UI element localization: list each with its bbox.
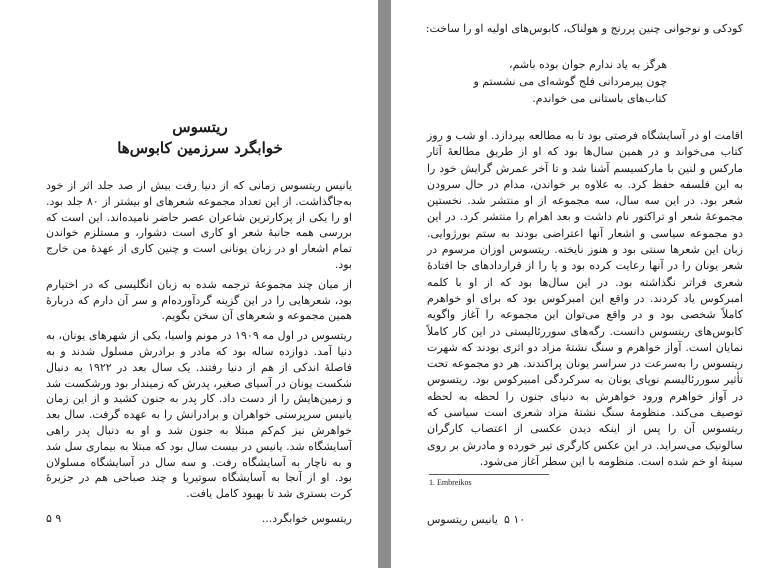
intro-line: کودکی و نوجوانی چنین پررنج و هولناک، کابوس‌های اولیه او را ساخت: [425,22,743,35]
right-page-footer [427,513,743,526]
right-body-text [427,128,743,470]
paragraph: یانیس ریتسوس زمانی که از دنیا رفت بیش از صد جلد اثر از خود به‌جاگذاشت. از این تعداد مجموعه شعرهای او بیشتر از ۸۰ جلد بود. او را یکی از پرکارترین شاعران عصر حاضر نامیده‌اند. این است که بررسی همه جانبهٔ شعر او کاری است دشوار، و مستلزم خواندن تمام اشعار او در زبان یونانی است و چنین کاری از عهدهٔ من خارج بود. [46,179,352,271]
paragraph: اقامت او در آسایشگاه فرصتی بود تا به مطالعه بپردازد. او شب و روز کتاب می‌خواند و در همین سال‌ها بود که او از طریق مطالعهٔ آثار مارکس و لنین با مارکسیسم آشنا شد و تا آخر عمرش گرایش خود را به این فلسفه حفظ کرد. به علاوه بر خواندن، مدام در حال سرودن شعر بود. در این سه سال، سه مجموعه از او منتشر شد. نخستین مجموعهٔ شعر او تراکتور نام داشت و بعد اهرام را منتشر کرد. در این دو مجموعه سیاسی و اشعار آنها اعتراضی بودند به ستم بورژوایی. زبان این شعرها سنتی بود و هنوز نایخته. ریتسوس اوزان مرسوم در شعر یونان را در آنها رعایت کرده بود و پا را از قراردادهای جا افتادهٔ شعری فراتر نگذاشته بود. در این سال‌ها بود که از او با کلمه امبرکوس یاد کردند. در واقع این امبرکوس بود که برای او خواهرم کاملاً شخصی بود و در واقع می‌توان این مجموعه را آغاز واگویه کابوس‌های ریتسوس دانست. رگه‌های سوررئالیستی در این کار کاملاً نمایان است. آواز خواهرم و سنگ نشتهٔ مزاد دو اثری بودند که شهرت ریتسوس را به‌سرعت در سراسر یونان پراکندند. هر دو مجموعه تحت تأثیر سوررئالیسم نوپای یونان به سرکردگی امبیرکوس بود. ریتسوس در آواز خواهرم ورود خواهرش به دنیای جنون را لحظه به لحظه توصیف می‌کند. منظومهٔ سنگ نشتهٔ مزاد شعری است سیاسی که ریتسوس آن را پس از اینکه دیدن عکسی از اعتصاب کارگران سالونیک می‌سراید. در این عکس کارگری تیر خورده و مادرش بر روی سینهٔ او خم شده است. منظومه با این سطر آغاز می‌شود. [427,129,743,468]
page-number: ۱۰ ۵ [503,513,526,526]
right-page [391,0,768,568]
footnote-divider [429,474,549,475]
paragraph: ریتسوس در اول مه ۱۹۰۹ در مونم واسیا، یکی از شهرهای یونان، به دنیا آمد. دوازده ساله بود که مادر و برادرش مسلول شدند و به فاصلهٔ اندکی از هم از دنیا رفتند. یک سال بعد در ۱۹۲۲ به دنبال شکست یونان در آسیای صغیر، پدرش که زمیندار بود ورشکست شد و زمین‌هایش را از دست داد. کار پدر به جنون کشید و از این زمان یانیس سرپرستی خواهران و برادرانش را به عهده گرفت. سال بعد خواهرش نیز کم‌کم مبتلا به جنون شد و او به دنبال پدر راهی آسایشگاه شد. یانیس در بیست سال بود که مبتلا به بیماری سل شد و به ناچار به آسایشگاه رفت. و سه سال در آسایشگاه مسلولان بود. او از آنجا به آسایشگاه سوتیریا و چند صباحی هم در جزیرهٔ کرت بستری شد تا بهبود کامل یافت. [46,329,352,501]
footnote: 1. Embreikos [429,478,472,487]
left-page-footer [46,512,352,525]
chapter-title: ریتسوس [172,118,228,136]
page-number: ۹ ۵ [46,512,62,525]
left-body-text [46,178,352,506]
running-head: ریتسوس خوابگرد... [261,512,352,525]
running-head: یانیس ریتسوس [427,513,498,526]
poem-line: چون پیرمردانی فلج گوشه‌ای می نشستم و [473,75,667,88]
poem-line: کتاب‌های باستانی می خواندم. [532,92,667,105]
chapter-subtitle: خوابگرد سرزمین کابوس‌ها [117,139,283,157]
poem-line: هرگز به یاد ندارم جوان بوده باشم، [509,58,667,71]
left-page [0,0,378,568]
poem-quote [431,56,727,107]
paragraph: از میان چند مجموعهٔ ترجمه شده به زبان انگلیسی که در اختیارم بود، شعرهایی را در این گزینه گردآورده‌ام و سر آن دارم که درباره‌ٔ همین مجموعه و شعرهای آن سخن بگویم. [46,277,352,323]
page-gutter [378,0,391,568]
